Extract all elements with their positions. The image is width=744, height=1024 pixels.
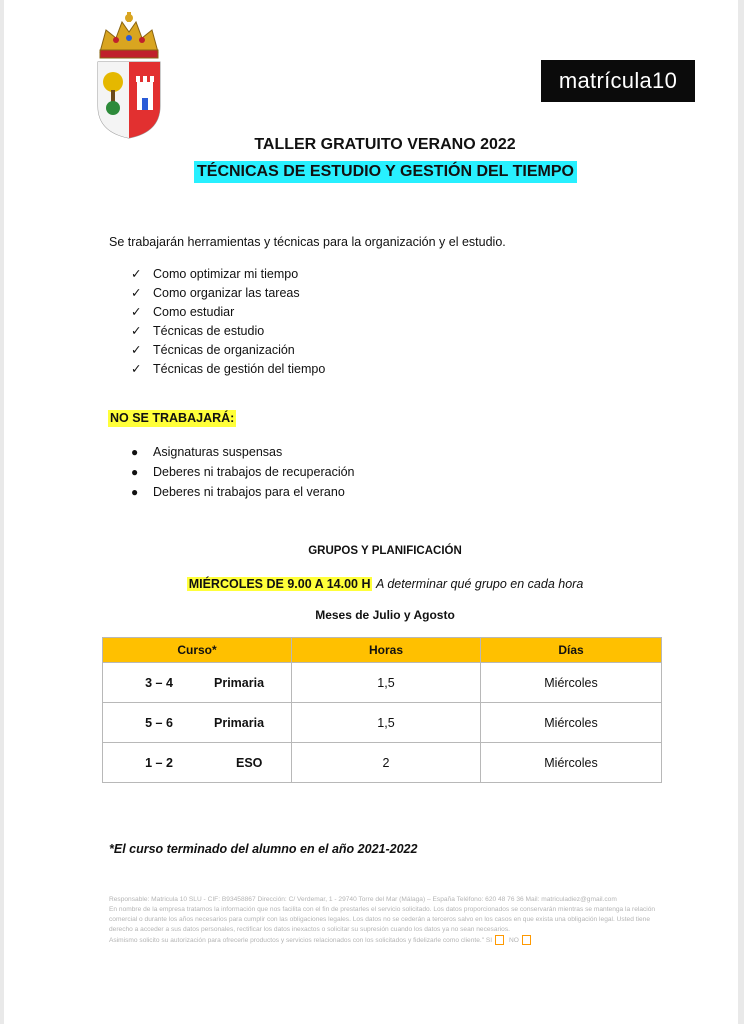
topics-checklist bbox=[131, 265, 325, 379]
checkmark-icon: ✓ bbox=[131, 286, 142, 300]
bullet-icon: ● bbox=[131, 485, 139, 499]
list-item: ✓ Como estudiar bbox=[131, 303, 325, 322]
intro-text: Se trabajarán herramientas y técnicas para la organización y el estudio. bbox=[109, 235, 506, 249]
hours-cell: 1,5 bbox=[292, 703, 481, 743]
list-item: ✓ Como optimizar mi tiempo bbox=[131, 265, 325, 284]
legal-line: En nombre de la empresa tratamos la información que nos facilita con el fin de prestarles el servicio solicitado. Los datos proporcionados se conservarán mientras se mantenga la relación comercial o durante los años necesarios para cumplir con las obligaciones legales. Los datos no se cederán a terceros salvo en los casos en que exista una obligación legal. Usted tiene derecho a acceder a sus datos personales, rectificar los datos inexactos o solicitar su supresión cuando los datos ya no sean necesarios. bbox=[109, 906, 656, 933]
consent-yes-checkbox[interactable] bbox=[495, 935, 504, 945]
coat-of-arms-icon bbox=[92, 10, 166, 140]
table-row bbox=[103, 743, 662, 783]
list-item: ✓ Técnicas de estudio bbox=[131, 322, 325, 341]
checkmark-icon: ✓ bbox=[131, 305, 142, 319]
checkmark-icon: ✓ bbox=[131, 324, 142, 338]
list-item: ● Deberes ni trabajos para el verano bbox=[131, 482, 355, 502]
list-item: ✓ Técnicas de organización bbox=[131, 341, 325, 360]
course-cell: 5 – 6 Primaria bbox=[103, 703, 292, 743]
consent-yes-label: SI bbox=[485, 936, 493, 944]
column-header: Horas bbox=[292, 638, 481, 663]
bullet-icon: ● bbox=[131, 465, 139, 479]
legal-consent: Asimismo solicito su autorización para ofrecerle productos y servicios relacionados con los solicitados y fidelizarle como cliente." SI NO bbox=[109, 935, 661, 946]
page-subtitle: TÉCNICAS DE ESTUDIO Y GESTIÓN DEL TIEMPO bbox=[194, 161, 577, 183]
legal-notice bbox=[109, 895, 661, 946]
excluded-heading: NO SE TRABAJARÁ: bbox=[110, 411, 235, 425]
course-cell: 1 – 2 ESO bbox=[103, 743, 292, 783]
table-header-row bbox=[103, 638, 662, 663]
checkmark-icon: ✓ bbox=[131, 267, 142, 281]
schedule-time: MIÉRCOLES DE 9.00 A 14.00 H bbox=[188, 577, 371, 591]
hours-cell: 2 bbox=[292, 743, 481, 783]
hours-cell: 1,5 bbox=[292, 663, 481, 703]
legal-line: Responsable: Matricula 10 SLU - CIF: B93458867 Dirección: C/ Verdemar, 1 - 29740 Torre del Mar (Málaga) – España Teléfono: 620 48 76 36 Mail: matriculadiez@gmail.com bbox=[109, 896, 617, 903]
brand-logo: matrícula10 bbox=[541, 60, 695, 102]
footnote: *El curso terminado del alumno en el año 2021-2022 bbox=[109, 842, 418, 856]
page-title: TALLER GRATUITO VERANO 2022 bbox=[254, 136, 516, 153]
schedule-line bbox=[0, 575, 744, 593]
list-item: ● Asignaturas suspensas bbox=[131, 442, 355, 462]
bullet-icon: ● bbox=[131, 445, 139, 459]
excluded-list bbox=[131, 442, 355, 502]
table-row bbox=[103, 703, 662, 743]
course-cell: 3 – 4 Primaria bbox=[103, 663, 292, 703]
column-header: Días bbox=[481, 638, 662, 663]
table-row bbox=[103, 663, 662, 703]
days-cell: Miércoles bbox=[481, 663, 662, 703]
checkmark-icon: ✓ bbox=[131, 362, 142, 376]
schedule-table bbox=[102, 637, 662, 783]
list-item: ✓ Como organizar las tareas bbox=[131, 284, 325, 303]
checkmark-icon: ✓ bbox=[131, 343, 142, 357]
list-item: ✓ Técnicas de gestión del tiempo bbox=[131, 360, 325, 379]
column-header: Curso* bbox=[103, 638, 292, 663]
days-cell: Miércoles bbox=[481, 703, 662, 743]
consent-no-label: NO bbox=[508, 936, 519, 944]
months-label: Meses de Julio y Agosto bbox=[315, 608, 455, 622]
list-item: ● Deberes ni trabajos de recuperación bbox=[131, 462, 355, 482]
schedule-note: A determinar qué grupo en cada hora bbox=[375, 577, 584, 591]
consent-no-checkbox[interactable] bbox=[522, 935, 531, 945]
days-cell: Miércoles bbox=[481, 743, 662, 783]
groups-heading: GRUPOS Y PLANIFICACIÓN bbox=[308, 545, 462, 557]
